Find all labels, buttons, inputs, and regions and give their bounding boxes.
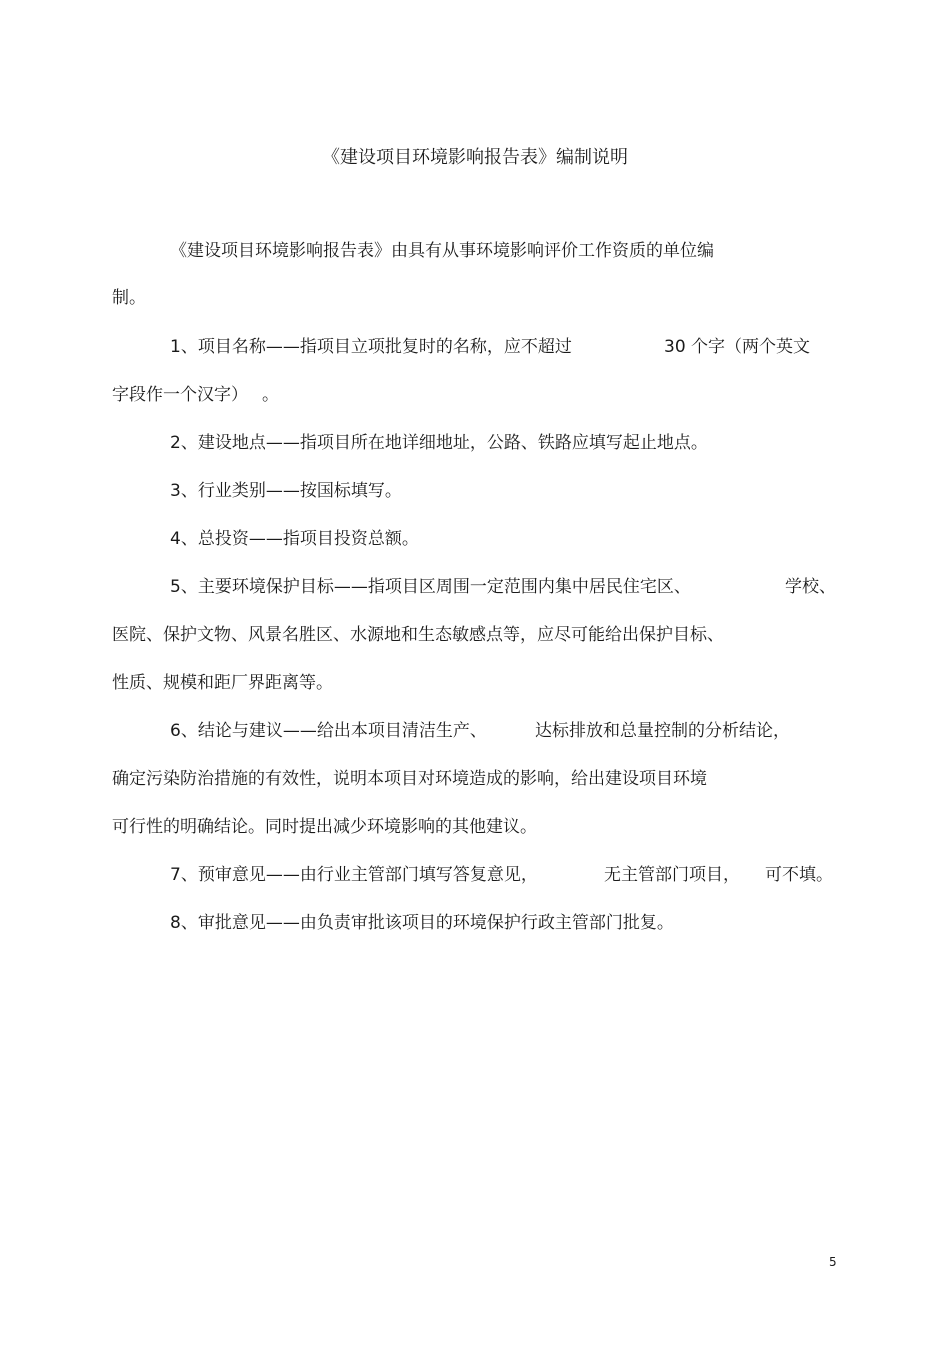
item-3-line-1: 3、行业类别——按国标填写。 [170,481,402,501]
item-5-line-2: 医院、保护文物、风景名胜区、水源地和生态敏感点等，应尽可能给出保护目标、 [112,625,724,645]
item-8-line-1: 8、审批意见——由负责审批该项目的环境保护行政主管部门批复。 [170,913,674,933]
item-5-line-1-a: 5、主要环境保护目标——指项目区周围一定范围内集中居民住宅区、 [170,577,691,597]
page-number: 5 [829,1255,837,1269]
item-1-line-1-b: 30 个字（两个英文 [664,337,811,357]
item-7-line-1-c: 可不填。 [765,865,833,885]
item-6-line-1-a: 6、结论与建议——给出本项目清洁生产、 [170,721,487,741]
item-2-line-1: 2、建设地点——指项目所在地详细地址，公路、铁路应填写起止地点。 [170,433,708,453]
intro-line-2: 制。 [112,288,146,308]
item-6-line-2: 确定污染防治措施的有效性，说明本项目对环境造成的影响，给出建设项目环境 [112,769,707,789]
item-1-line-2-a: 字段作一个汉字） [112,385,248,405]
intro-line-1: 《建设项目环境影响报告表》由具有从事环境影响评价工作资质的单位编 [170,241,714,261]
page-title: 《建设项目环境影响报告表》编制说明 [322,147,628,168]
item-1-line-1-a: 1、项目名称——指项目立项批复时的名称，应不超过 [170,337,572,357]
item-7-line-1-b: 无主管部门项目， [604,865,740,885]
item-5-line-3: 性质、规模和距厂界距离等。 [112,673,333,693]
item-5-line-1-b: 学校、 [785,577,836,597]
item-6-line-3: 可行性的明确结论。同时提出减少环境影响的其他建议。 [112,817,537,837]
item-1-line-2-b: 。 [262,385,279,405]
item-6-line-1-b: 达标排放和总量控制的分析结论， [535,721,790,741]
item-4-line-1: 4、总投资——指项目投资总额。 [170,529,419,549]
item-7-line-1-a: 7、预审意见——由行业主管部门填写答复意见， [170,865,538,885]
